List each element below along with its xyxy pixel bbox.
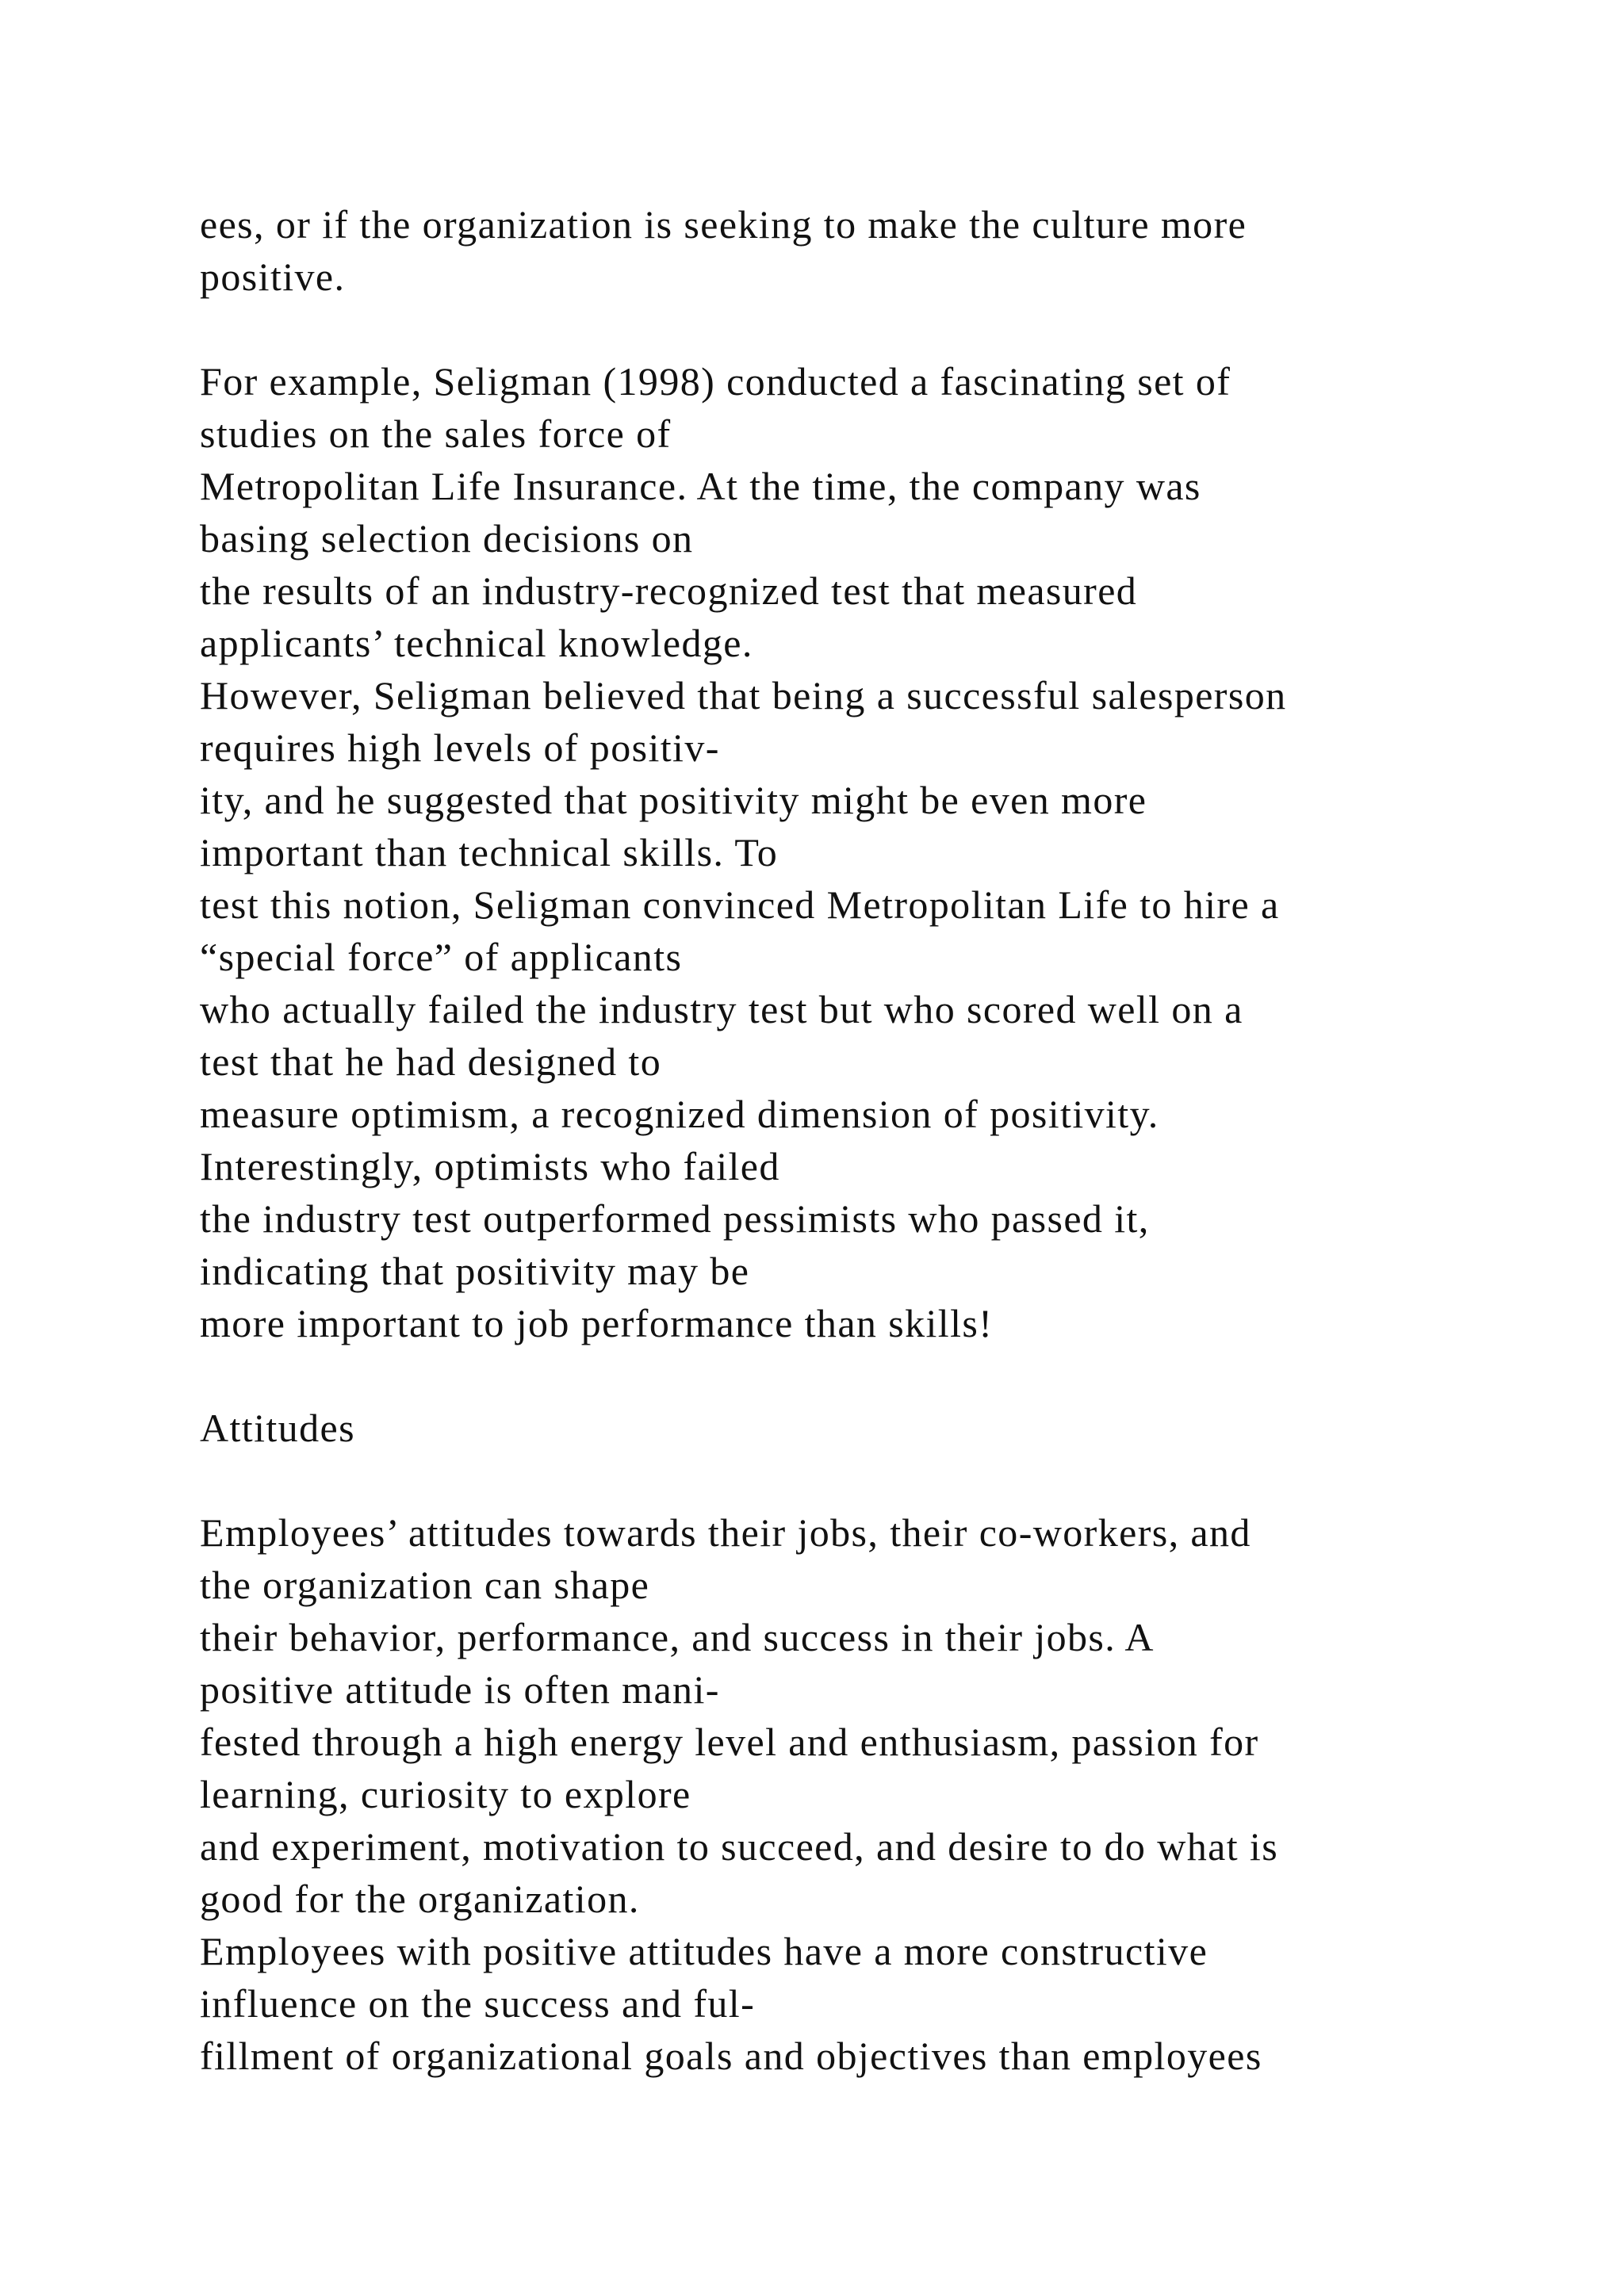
text-line: the industry test outperformed pessimists who passed it, <box>200 1196 1150 1241</box>
text-line: fillment of organizational goals and objectives than employees <box>200 2034 1262 2078</box>
text-line: requires high levels of positiv- <box>200 725 720 770</box>
text-line: basing selection decisions on <box>200 516 694 561</box>
text-line: positive. <box>200 254 346 299</box>
text-line: influence on the success and ful- <box>200 1981 756 2026</box>
text-line: test that he had designed to <box>200 1039 662 1084</box>
text-line: the results of an industry-recognized test that measured <box>200 568 1138 613</box>
paragraph-spacer <box>200 1349 1595 1402</box>
text-line: indicating that positivity may be <box>200 1249 750 1293</box>
text-line: applicants’ technical knowledge. <box>200 621 753 665</box>
text-line: important than technical skills. To <box>200 830 779 874</box>
text-line: ees, or if the organization is seeking to make the culture more <box>200 202 1247 247</box>
text-line: their behavior, performance, and success in their jobs. A <box>200 1615 1155 1659</box>
text-line: measure optimism, a recognized dimension of positivity. <box>200 1092 1159 1136</box>
text-line: positive attitude is often mani- <box>200 1667 720 1712</box>
section-heading: Attitudes <box>200 1406 355 1450</box>
text-line: good for the organization. <box>200 1877 640 1921</box>
paragraph-intro <box>200 198 1595 303</box>
text-line: the organization can shape <box>200 1563 650 1607</box>
document-text <box>200 198 1595 2082</box>
text-line: “special force” of applicants <box>200 935 683 979</box>
text-line: Employees’ attitudes towards their jobs, their co-workers, and <box>200 1510 1251 1555</box>
text-line: Metropolitan Life Insurance. At the time, the company was <box>200 464 1201 508</box>
text-line: who actually failed the industry test but who scored well on a <box>200 987 1243 1031</box>
paragraph-seligman-study <box>200 355 1595 1349</box>
paragraph-attitudes <box>200 1506 1595 2082</box>
text-line: more important to job performance than skills! <box>200 1301 994 1345</box>
text-line: fested through a high energy level and enthusiasm, passion for <box>200 1720 1259 1764</box>
text-line: studies on the sales force of <box>200 411 672 456</box>
text-line: test this notion, Seligman convinced Metropolitan Life to hire a <box>200 882 1280 927</box>
text-line: and experiment, motivation to succeed, and desire to do what is <box>200 1824 1279 1869</box>
text-line: For example, Seligman (1998) conducted a fascinating set of <box>200 359 1231 404</box>
text-line: learning, curiosity to explore <box>200 1772 691 1816</box>
text-line: However, Seligman believed that being a successful salesperson <box>200 673 1287 718</box>
paragraph-spacer <box>200 303 1595 355</box>
paragraph-spacer <box>200 1454 1595 1506</box>
text-line: ity, and he suggested that positivity might be even more <box>200 778 1147 822</box>
text-line: Employees with positive attitudes have a more constructive <box>200 1929 1208 1973</box>
text-line: Interestingly, optimists who failed <box>200 1144 780 1188</box>
